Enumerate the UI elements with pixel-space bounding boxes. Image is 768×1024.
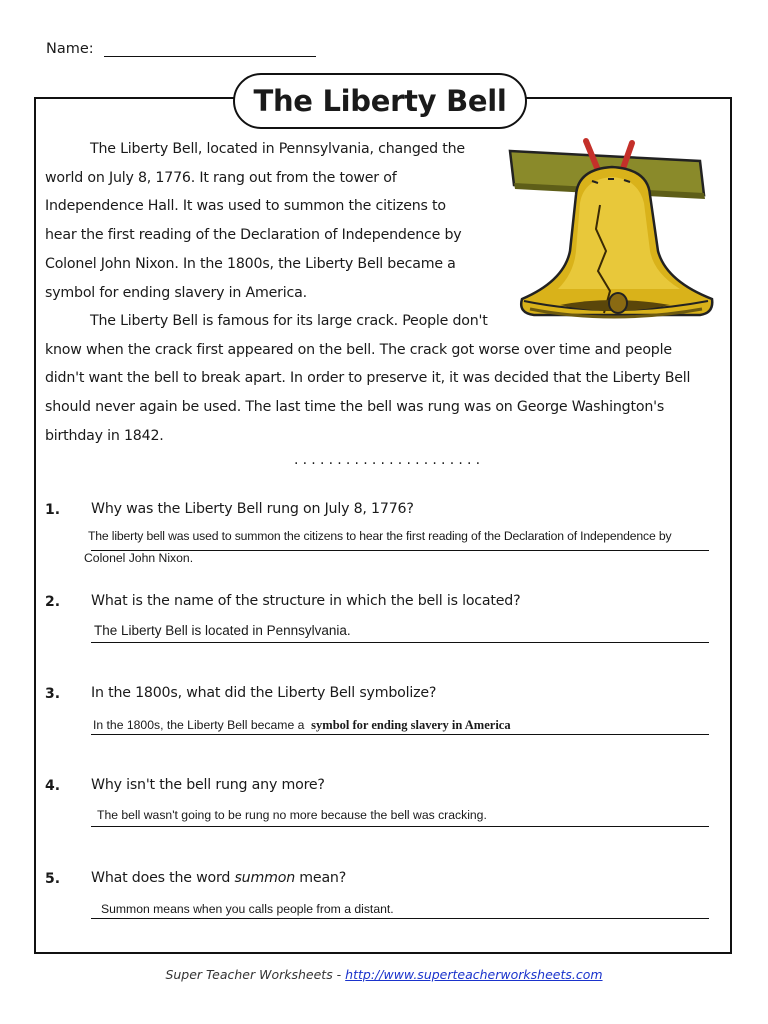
passage-line: symbol for ending slavery in America. [45,284,307,301]
question-number: 1. [45,502,61,518]
answer-text[interactable]: The liberty bell was used to summon the citizens to hear the first reading of the Declaration of Independence by [88,529,672,543]
passage-line: Colonel John Nixon. In the 1800s, the Liberty Bell became a [45,255,456,272]
passage-line: know when the crack first appeared on the bell. The crack got worse over time and people [45,341,672,358]
passage-line: world on July 8, 1776. It rang out from the tower of [45,169,397,186]
answer-line [91,642,709,643]
question-number: 3. [45,686,61,702]
name-label: Name: [46,41,94,57]
answer-line [91,826,709,827]
answer-text-continued[interactable]: Colonel John Nixon. [84,551,194,565]
passage-line: should never again be used. The last time the bell was rung was on George Washington's [45,399,665,416]
question-text: Why isn't the bell rung any more? [91,777,325,793]
passage-line: The Liberty Bell, located in Pennsylvania, changed the [90,141,465,157]
passage-line: birthday in 1842. [45,427,164,444]
question-number: 4. [45,778,61,794]
question-number: 2. [45,594,61,610]
question-text: What does the word summon mean? [91,870,347,886]
question-number: 5. [45,871,61,887]
passage-line: Independence Hall. It was used to summon the citizens to [45,198,446,215]
section-separator: ...................... [294,452,485,468]
answer-text[interactable]: The Liberty Bell is located in Pennsylvania. [94,623,351,638]
question-text: What is the name of the structure in which the bell is located? [91,593,521,609]
name-field-line[interactable] [104,56,316,57]
passage-line: didn't want the bell to break apart. In order to preserve it, it was decided that the Liberty Bell [45,370,691,387]
passage-line: hear the first reading of the Declaration of Independence by [45,227,462,244]
footer-link[interactable]: http://www.superteacherworksheets.com [345,967,603,982]
question-text: Why was the Liberty Bell rung on July 8, 1776? [91,501,414,517]
passage-paragraph-1 [45,135,505,307]
passage-line: The Liberty Bell is famous for its large crack. People don't [90,313,488,329]
liberty-bell-illustration [500,133,728,325]
question-text: In the 1800s, what did the Liberty Bell symbolize? [91,685,437,701]
answer-line [91,734,709,735]
passage-paragraph-2 [45,307,735,451]
answer-text[interactable]: Summon means when you calls people from a distant. [101,902,394,916]
answer-line [91,918,709,919]
answer-text[interactable]: The bell wasn't going to be rung no more because the bell was cracking. [97,808,487,822]
answer-text[interactable]: In the 1800s, the Liberty Bell became a symbol for ending slavery in America [93,718,511,732]
answer-bold-text: symbol for ending slavery in America [311,718,511,732]
page-title: The Liberty Bell [233,73,527,129]
footer-brand: Super Teacher Worksheets - [165,967,342,982]
footer [0,967,768,982]
